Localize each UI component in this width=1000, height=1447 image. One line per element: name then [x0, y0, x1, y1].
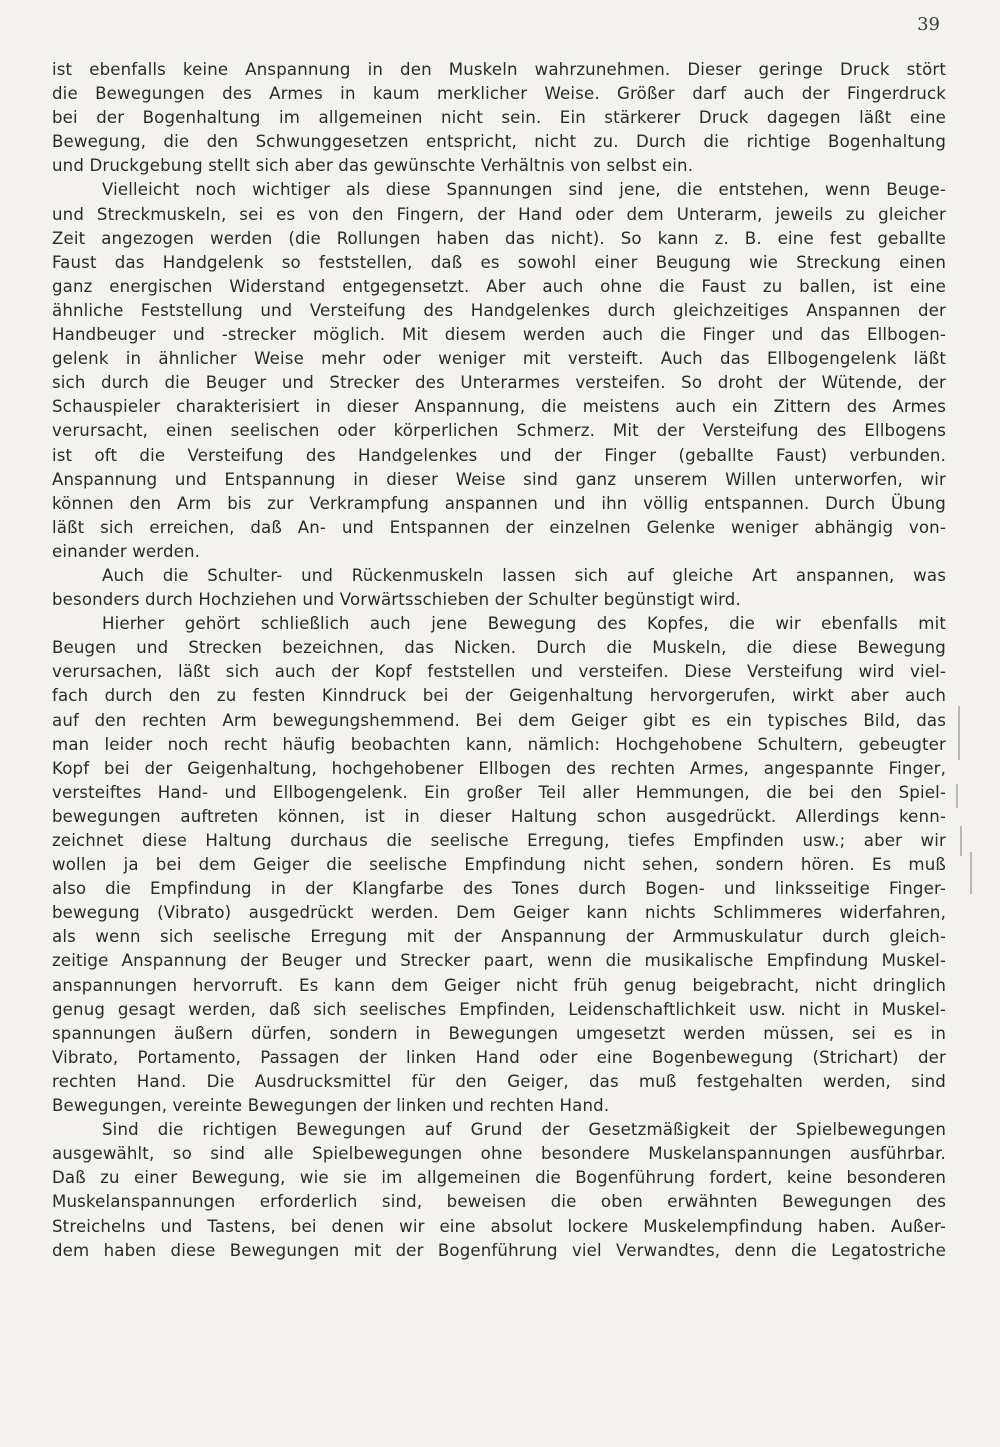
- text-line: und Druckgebung stellt sich aber das gewünschte Verhältnis von selbst ein.: [52, 156, 694, 176]
- text-line: bei der Bogenhaltung im allgemeinen nicht sein. Ein stärkerer Druck dagegen läßt eine: [52, 108, 946, 128]
- text-line: also die Empfindung in der Klangfarbe des Tones durch Bogen- und linksseitige Finger-: [52, 879, 946, 899]
- text-line: versteiftes Hand- und Ellbogengelenk. Ein großer Teil aller Hemmungen, die bei den Spiel-: [52, 782, 946, 802]
- text-line: Sind die richtigen Bewegungen auf Grund der Gesetzmäßigkeit der Spielbewegungen: [102, 1120, 946, 1140]
- text-line: anspannungen hervorruft. Es kann dem Geiger nicht früh genug beigebracht, nicht dringlich: [52, 975, 946, 995]
- text-line: Faust das Handgelenk so feststellen, daß es sowohl einer Beugung wie Streckung einen: [52, 252, 946, 272]
- paragraph: [52, 1118, 946, 1263]
- text-line: Kopf bei der Geigenhaltung, hochgehobener Ellbogen des rechten Armes, angespannte Finger,: [52, 758, 946, 778]
- text-line: zeitige Anspannung der Beuger und Strecker paart, wenn die musikalische Empfindung Muskel-: [52, 951, 946, 971]
- text-line: ist oft die Versteifung des Handgelenkes und der Finger (geballte Faust) verbunden.: [52, 445, 946, 465]
- text-line: Schauspieler charakterisiert in dieser Anspannung, die meistens auch ein Zittern des Armes: [52, 397, 946, 417]
- text-line: Vibrato, Portamento, Passagen der linken Hand oder eine Bogenbewegung (Strichart) der: [52, 1047, 946, 1067]
- paragraph: [52, 58, 946, 178]
- text-line: Hierher gehört schließlich auch jene Bewegung des Kopfes, die wir ebenfalls mit: [102, 614, 946, 634]
- text-line: ausgewählt, so sind alle Spielbewegungen ohne besondere Muskelanspannungen ausführbar.: [52, 1144, 946, 1164]
- text-line: bewegungen auftreten können, ist in dieser Haltung schon ausgedrückt. Allerdings kenn-: [52, 806, 946, 826]
- margin-pencil-mark: [956, 784, 958, 808]
- text-line: einander werden.: [52, 541, 201, 561]
- text-line: ist ebenfalls keine Anspannung in den Muskeln wahrzunehmen. Dieser geringe Druck stört: [52, 60, 946, 79]
- paragraph: [52, 564, 946, 612]
- text-line: ganz energischen Widerstand entgegensetzt. Aber auch ohne die Faust zu ballen, ist eine: [52, 276, 946, 296]
- text-line: verursachen, läßt sich auch der Kopf feststellen und versteifen. Diese Versteifung wird viel-: [52, 662, 946, 682]
- text-line: man leider noch recht häufig beobachten kann, nämlich: Hochgehobene Schultern, gebeugter: [52, 734, 946, 754]
- text-line: fach durch den zu festen Kinndruck bei der Geigenhaltung hervorgerufen, wirkt aber auch: [52, 686, 946, 706]
- body-text: [52, 58, 946, 1263]
- text-line: die Bewegungen des Armes in kaum merklicher Weise. Größer darf auch der Fingerdruck: [52, 84, 946, 104]
- paragraph: [52, 178, 946, 564]
- text-line: Anspannung und Entspannung in dieser Weise sind ganz unserem Willen unterworfen, wir: [52, 469, 946, 489]
- margin-pencil-mark: [958, 706, 960, 760]
- margin-pencil-mark: [970, 852, 972, 894]
- text-line: Handbeuger und -strecker möglich. Mit diesem werden auch die Finger und das Ellbogen-: [52, 325, 946, 345]
- text-line: läßt sich erreichen, daß An- und Entspannen der einzelnen Gelenke weniger abhängig von-: [52, 517, 946, 537]
- text-line: rechten Hand. Die Ausdrucksmittel für den Geiger, das muß festgehalten werden, sind: [52, 1071, 946, 1091]
- text-line: Auch die Schulter- und Rückenmuskeln lassen sich auf gleiche Art anspannen, was: [102, 565, 946, 585]
- text-line: genug gesagt werden, daß sich seelisches Empfinden, Leidenschaftlichkeit usw. nicht in Muskel-: [52, 999, 946, 1019]
- text-line: auf den rechten Arm bewegungshemmend. Bei dem Geiger gibt es ein typisches Bild, das: [52, 710, 946, 730]
- paragraph: [52, 612, 946, 1118]
- page-number: 39: [917, 14, 940, 35]
- text-line: Daß zu einer Bewegung, wie sie im allgemeinen die Bogenführung fordert, keine besonderen: [52, 1168, 946, 1188]
- text-line: sich durch die Beuger und Strecker des Unterarmes versteifen. So droht der Wütende, der: [52, 373, 946, 393]
- text-line: Vielleicht noch wichtiger als diese Spannungen sind jene, die entstehen, wenn Beuge-: [102, 180, 946, 200]
- text-line: können den Arm bis zur Verkrampfung anspannen und ihn völlig entspannen. Durch Übung: [52, 493, 946, 513]
- text-line: als wenn sich seelische Erregung mit der Anspannung der Armmuskulatur durch gleich-: [52, 927, 946, 947]
- text-line: gelenk in ähnlicher Weise mehr oder weniger mit versteift. Auch das Ellbogengelenk läßt: [52, 349, 946, 369]
- text-line: verursacht, einen seelischen oder körperlichen Schmerz. Mit der Versteifung des Ellbogens: [52, 421, 946, 441]
- text-line: wollen ja bei dem Geiger die seelische Empfindung nicht sehen, sondern hören. Es muß: [52, 855, 946, 875]
- text-line: spannungen äußern dürfen, sondern in Bewegungen umgesetzt werden müssen, sei es in: [52, 1023, 946, 1043]
- margin-pencil-mark: [960, 826, 962, 856]
- text-line: Beugen und Strecken bezeichnen, das Nicken. Durch die Muskeln, die diese Bewegung: [52, 638, 946, 658]
- text-line: ähnliche Feststellung und Versteifung des Handgelenkes durch gleichzeitiges Anspannen der: [52, 300, 946, 320]
- text-line: Streichelns und Tastens, bei denen wir eine absolut lockere Muskelempfindung haben. Außer-: [52, 1216, 946, 1236]
- text-line: bewegung (Vibrato) ausgedrückt werden. Dem Geiger kann nichts Schlimmeres widerfahren,: [52, 903, 946, 923]
- text-line: Bewegung, die den Schwunggesetzen entspricht, nicht zu. Durch die richtige Bogenhaltung: [52, 132, 946, 152]
- text-line: Muskelanspannungen erforderlich sind, beweisen die oben erwähnten Bewegungen des: [52, 1192, 946, 1212]
- text-line: und Streckmuskeln, sei es von den Fingern, der Hand oder dem Unterarm, jeweils zu gleicher: [52, 204, 946, 224]
- text-line: zeichnet diese Haltung durchaus die seelische Erregung, tiefes Empfinden usw.; aber wir: [52, 831, 946, 850]
- text-line: Zeit angezogen werden (die Rollungen haben das nicht). So kann z. B. eine fest geballte: [52, 228, 946, 248]
- text-line: besonders durch Hochziehen und Vorwärtsschieben der Schulter begünstigt wird.: [52, 590, 741, 610]
- text-line: Bewegungen, vereinte Bewegungen der linken und rechten Hand.: [52, 1096, 610, 1116]
- text-line: dem haben diese Bewegungen mit der Bogenführung viel Verwandtes, denn die Legatostriche: [52, 1240, 946, 1260]
